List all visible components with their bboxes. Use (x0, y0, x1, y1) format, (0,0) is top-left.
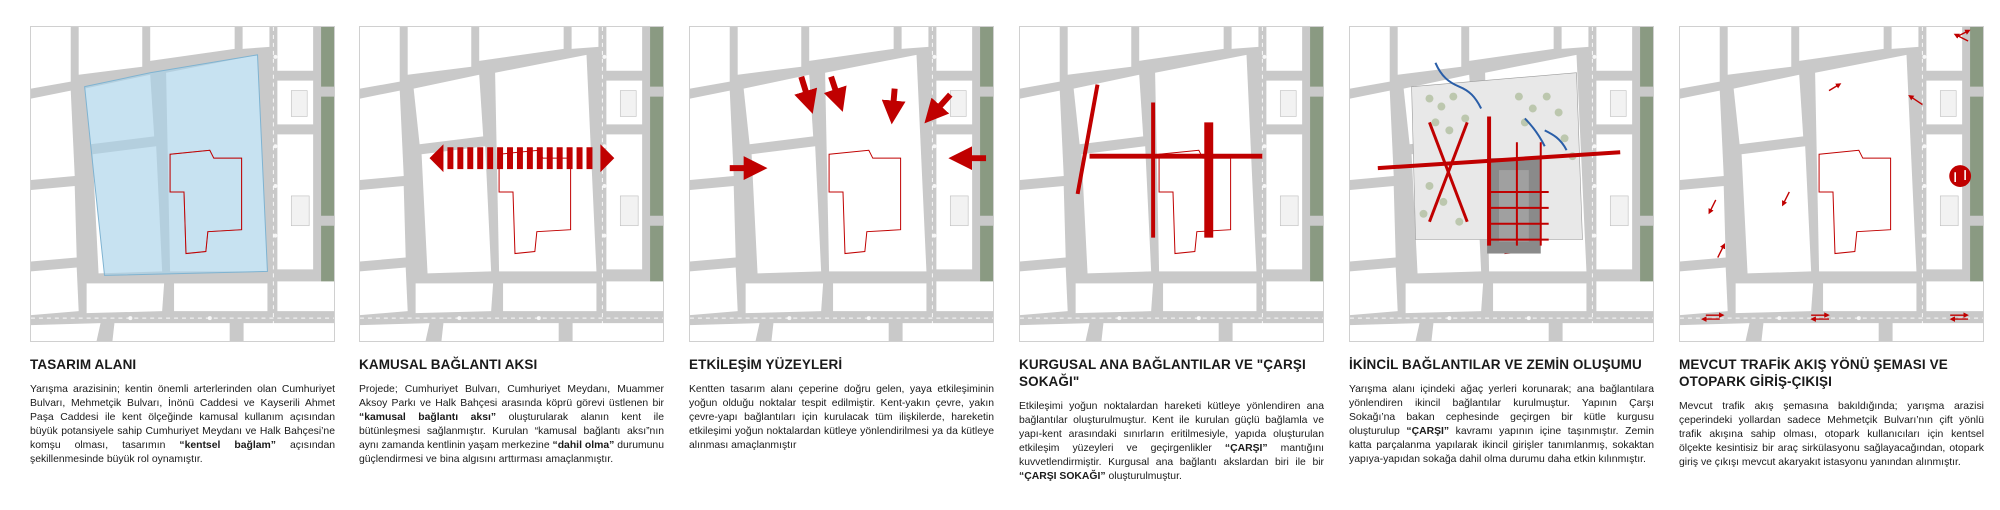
panel-trafik-akis (1679, 26, 1984, 470)
site-area-map (30, 26, 335, 342)
panel-tasarim-alani (30, 26, 335, 468)
site-area-highlight (85, 55, 268, 276)
panel-etkilesim-yuzeyleri (689, 26, 994, 453)
public-axis-map (359, 26, 664, 342)
panel-text (1349, 383, 1654, 468)
emphasis-text: “ÇARŞI SOKAĞI” (1019, 471, 1106, 483)
text-run: Kentten tasarım alanı çeperine doğru gelen, yaya etkileşiminin yoğun olduğu noktalar tespit edilmiştir. Kent-yakın çevre, yakın çevre-yapı bağlantıları için kurulacak tüm ilişkilerde, hareketin etkileşimi yoğun noktalardan kütleye yönlendirilmesi ya da kütleye alınması amaçlanmıştır (689, 384, 994, 452)
parking-entrance-icon (1949, 165, 1971, 187)
main-connections-map (1019, 26, 1324, 342)
panel-title: ETKİLEŞİM YÜZEYLERİ (689, 357, 843, 372)
text-run: Yarışma alanı içindeki ağaç yerleri korunarak; ana bağlantılara yönlendiren ikincil bağlantılar kurulmuştur. Yapının Çarşı Sokağı’na bakan cephesinde geçirgen bir kütle kurgusu oluşturulup (1349, 384, 1654, 438)
text-run: Yarışma arazisinin; kentin önemli arterlerinden olan Cumhuriyet Bulvarı, Mehmetçik Bulvarı, İnönü Caddesi ve Kayserili Ahmet Paşa Caddesi ile kent ölçeğinde kamusal kullanım açısından büyük potansiyele sahip Cumhuriyet Meydanı ve Halk Bahçesi’ne komşu olması, tasarımın (30, 384, 335, 452)
panel-text (359, 383, 664, 468)
text-run: Etkileşimi yoğun noktalardan hareketi kütleye yönlendiren ana bağlantılar oluşturulmuştur. Kent ile kurulan güçlü bağlamla ve yapı-kent arasındaki sınırların eritilmesiyle, yapıda oluşturulan etkileşim yüzeyleri ve geçirgenlikler (1019, 401, 1324, 455)
text-run: Projede; Cumhuriyet Bulvarı, Cumhuriyet Meydanı, Muammer Aksoy Parkı ve Halk Bahçesi arasında köprü görevi üstlenen bir (359, 384, 664, 410)
emphasis-text: “kentsel bağlam” (179, 440, 276, 452)
panel-title: TASARIM ALANI (30, 357, 137, 372)
panel-title: KURGUSAL ANA BAĞLANTILAR VE "ÇARŞI SOKAĞI" (1019, 357, 1306, 389)
emphasis-text: “kamusal bağlantı aksı” (359, 412, 497, 424)
text-run: mantığını kuvvetlendirmiştir. Kurgusal ana bağlantı akslardan biri ile bir (1019, 443, 1324, 469)
panel-text (1679, 400, 1984, 470)
panel-title: MEVCUT TRAFİK AKIŞ YÖNÜ ŞEMASI VE OTOPARK GİRİŞ-ÇIKIŞI (1679, 357, 1948, 389)
text-run: oluşturularak alanın kent ile bütünleşmesi sağlanmıştır. Kurulan “kamusal bağlantı aksı”nın aynı zamanda kentlinin yaşam merkezine (359, 412, 664, 452)
panel-title: İKİNCİL BAĞLANTILAR VE ZEMİN OLUŞUMU (1349, 357, 1642, 372)
text-run: durumunu güçlendirmesi ve bina algısını arttırması amaçlanmıştır. (359, 440, 664, 466)
panel-kurgusal-baglantilar (1019, 26, 1324, 485)
traffic-flow-map (1679, 26, 1984, 342)
text-run: oluşturulmuştur. (1105, 471, 1182, 483)
text-run: Mevcut trafik akış şemasına bakıldığında; yarışma arazisi çeperindeki yollardan sadece Mehmetçik Bulvarı’nın çift yönlü trafik akışına sahip olması, otopark kullanıcıları için kentsel ölçekte kesintisiz bir araç sirkülasyonu sağlayacağından, otopark giriş ve çıkışı mevcut akaryakıt istasyonu yanından alınmıştır. (1679, 401, 1984, 469)
emphasis-text: “dahil olma” (552, 440, 615, 452)
panel-ikincil-baglantilar (1349, 26, 1654, 468)
emphasis-text: “ÇARŞI” (1406, 426, 1450, 438)
panel-title: KAMUSAL BAĞLANTI AKSI (359, 357, 538, 372)
interaction-surfaces-map (689, 26, 994, 342)
panel-text (689, 383, 994, 453)
emphasis-text: “ÇARŞI” (1224, 443, 1268, 455)
panel-text (30, 383, 335, 468)
panel-kamusal-baglanti (359, 26, 664, 468)
panel-text (1019, 400, 1324, 485)
secondary-connections-map (1349, 26, 1654, 342)
text-run: açısından şekillenmesinde büyük rol oynamıştır. (30, 440, 335, 466)
text-run: kavramı yapının içine taşınmıştır. Zemin katta parçalanma yapılarak ikincil girişler tanımlanmış, sokaktan yapıya-yapıdan sokağa dahil olma durumu daha etkin kılınmıştır. (1349, 426, 1654, 466)
